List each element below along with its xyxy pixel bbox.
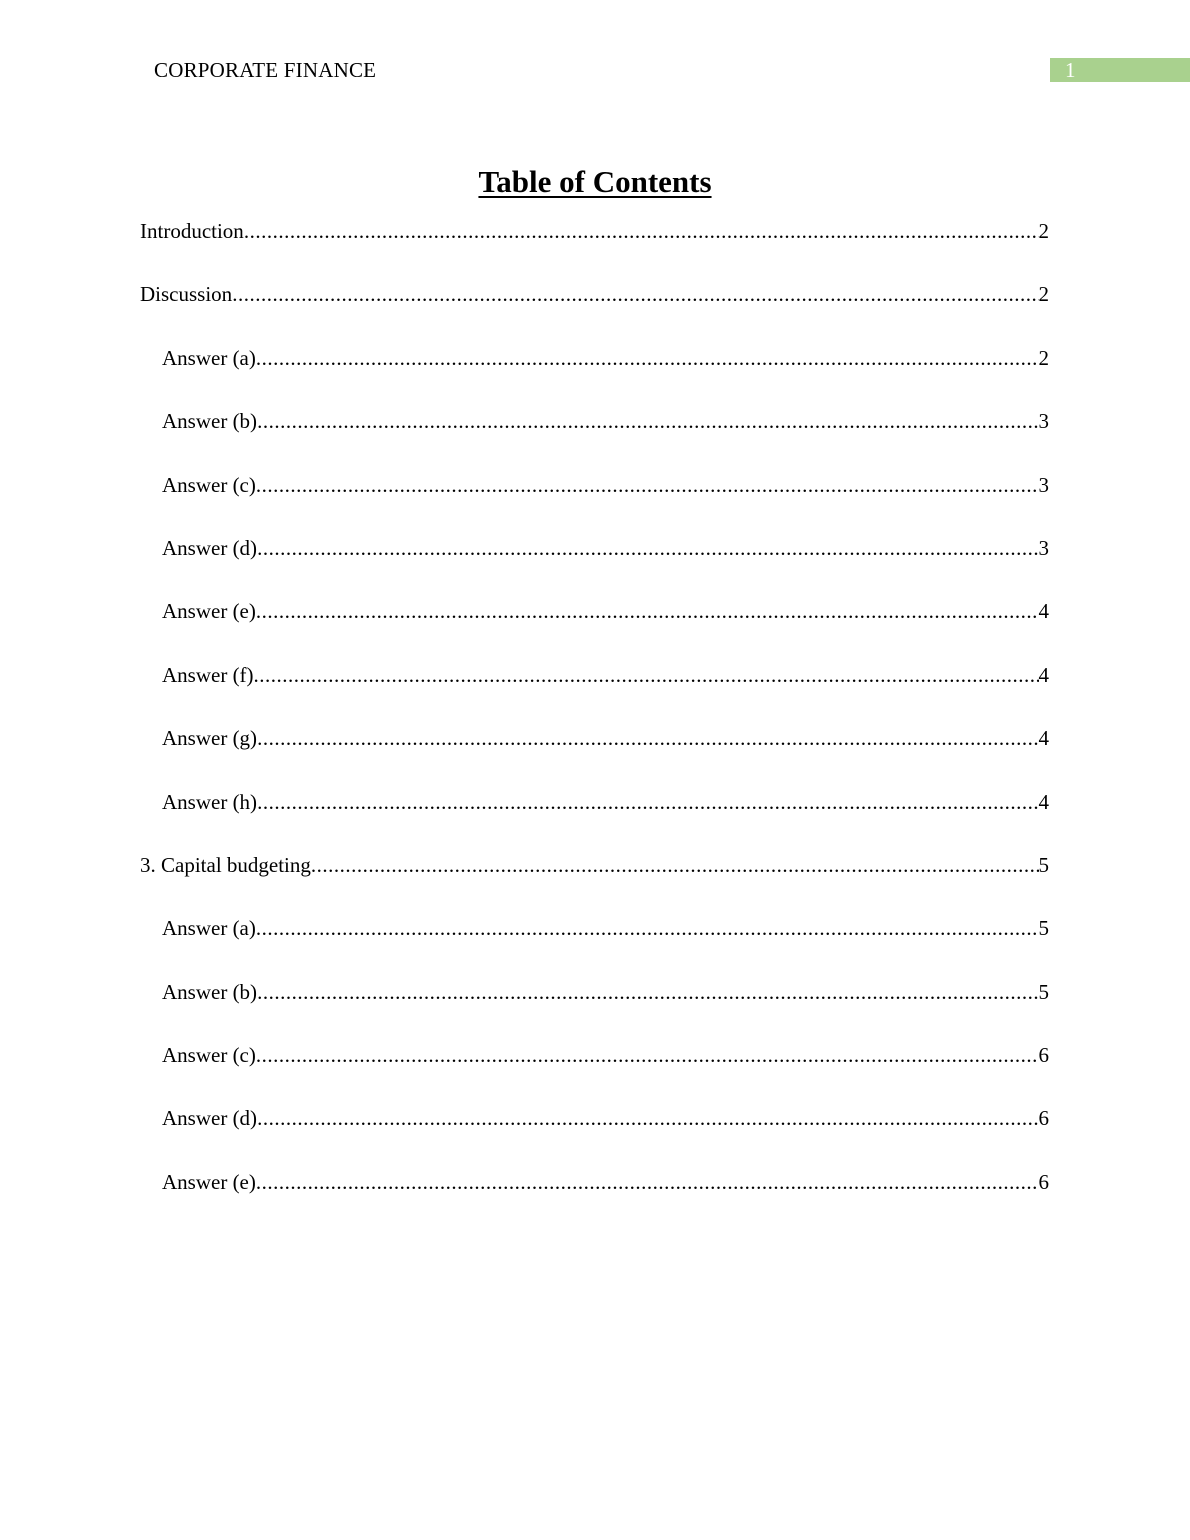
toc-entry-text: Answer (g) xyxy=(162,720,257,756)
toc-entry-page: 6 xyxy=(1038,1043,1049,1068)
toc-entry-text: Answer (d) xyxy=(162,530,257,566)
toc-entry-page: 2 xyxy=(1038,282,1049,307)
page-number-badge xyxy=(1050,58,1190,82)
page-number: 1 xyxy=(1065,58,1076,82)
toc-dot-leader xyxy=(256,1164,1039,1200)
toc-dot-leader xyxy=(256,593,1039,629)
toc-dot-leader xyxy=(257,530,1038,566)
toc-entry-page: 5 xyxy=(1038,979,1049,1004)
toc-dot-leader xyxy=(256,1037,1039,1073)
toc-entry-page: 3 xyxy=(1038,535,1049,560)
toc-dot-leader xyxy=(257,784,1038,820)
toc-dot-leader xyxy=(244,213,1039,249)
toc-entry-capital-answer-b[interactable] xyxy=(140,974,1049,1037)
toc-entry-discussion-answer-g[interactable] xyxy=(140,720,1049,783)
toc-entry-page: 6 xyxy=(1038,1169,1049,1194)
toc-entry-discussion[interactable] xyxy=(140,276,1049,339)
toc-entry-page: 3 xyxy=(1038,472,1049,497)
toc-entry-page: 3 xyxy=(1038,409,1049,434)
toc-entry-discussion-answer-h[interactable] xyxy=(140,784,1049,847)
toc-dot-leader xyxy=(256,910,1039,946)
toc-entry-discussion-answer-b[interactable] xyxy=(140,403,1049,466)
toc-entry-page: 6 xyxy=(1038,1106,1049,1131)
toc-entry-capital-answer-c[interactable] xyxy=(140,1037,1049,1100)
toc-entry-text: Answer (a) xyxy=(162,910,256,946)
toc-entry-text: Answer (a) xyxy=(162,340,256,376)
toc-entry-page: 4 xyxy=(1038,599,1049,624)
toc-entry-page: 2 xyxy=(1038,219,1049,243)
toc-list xyxy=(140,213,1049,1227)
toc-dot-leader xyxy=(232,276,1038,312)
toc-dot-leader xyxy=(257,1100,1038,1136)
toc-entry-text: Introduction xyxy=(140,213,244,249)
toc-entry-discussion-answer-f[interactable] xyxy=(140,657,1049,720)
toc-entry-text: Answer (b) xyxy=(162,403,257,439)
toc-entry-text: Answer (c) xyxy=(162,467,256,503)
toc-entry-introduction[interactable] xyxy=(140,213,1049,276)
toc-entry-text: 3. Capital budgeting xyxy=(140,847,311,883)
toc-entry-page: 5 xyxy=(1038,916,1049,941)
toc-entry-capital-budgeting[interactable] xyxy=(140,847,1049,910)
toc-dot-leader xyxy=(256,467,1039,503)
toc-entry-text: Answer (h) xyxy=(162,784,257,820)
toc-entry-text: Answer (d) xyxy=(162,1100,257,1136)
toc-entry-page: 2 xyxy=(1038,345,1049,370)
toc-entry-text: Answer (b) xyxy=(162,974,257,1010)
toc-entry-discussion-answer-a[interactable] xyxy=(140,340,1049,403)
toc-entry-page: 5 xyxy=(1038,852,1049,877)
toc-entry-page: 4 xyxy=(1038,726,1049,751)
toc-entry-page: 4 xyxy=(1038,662,1049,687)
toc-entry-page: 4 xyxy=(1038,789,1049,814)
toc-dot-leader xyxy=(311,847,1039,883)
toc-entry-text: Discussion xyxy=(140,276,232,312)
toc-entry-discussion-answer-e[interactable] xyxy=(140,593,1049,656)
toc-dot-leader xyxy=(254,657,1039,693)
toc-title: Table of Contents xyxy=(478,164,712,199)
toc-entry-text: Answer (c) xyxy=(162,1037,256,1073)
toc-entry-capital-answer-a[interactable] xyxy=(140,910,1049,973)
toc-dot-leader xyxy=(257,720,1038,756)
toc-dot-leader xyxy=(256,340,1039,376)
running-header-title: CORPORATE FINANCE xyxy=(154,58,377,82)
toc-dot-leader xyxy=(257,974,1038,1010)
toc-entry-text: Answer (e) xyxy=(162,1164,256,1200)
toc-entry-capital-answer-e[interactable] xyxy=(140,1164,1049,1227)
toc-entry-discussion-answer-d[interactable] xyxy=(140,530,1049,593)
toc-entry-text: Answer (f) xyxy=(162,657,254,693)
toc-entry-discussion-answer-c[interactable] xyxy=(140,467,1049,530)
toc-entry-text: Answer (e) xyxy=(162,593,256,629)
toc-dot-leader xyxy=(257,403,1038,439)
toc-entry-capital-answer-d[interactable] xyxy=(140,1100,1049,1163)
